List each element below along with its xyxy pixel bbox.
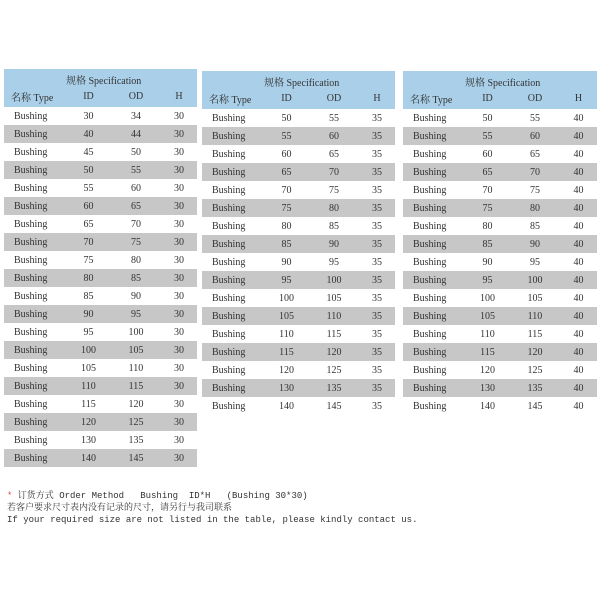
cell-od: 60 bbox=[510, 127, 560, 145]
cell-id: 80 bbox=[264, 217, 309, 235]
cell-id: 75 bbox=[465, 199, 510, 217]
cell-type: Bushing bbox=[202, 163, 264, 181]
cell-id: 100 bbox=[465, 289, 510, 307]
table-row bbox=[4, 107, 197, 125]
cell-id: 110 bbox=[66, 377, 111, 395]
cell-id: 105 bbox=[264, 307, 309, 325]
cell-id: 110 bbox=[465, 325, 510, 343]
cell-type: Bushing bbox=[4, 377, 66, 395]
cell-type: Bushing bbox=[4, 359, 66, 377]
custom-size-line-zh: 若客户要求尺寸表内没有记录的尺寸，请另行与我司联系 bbox=[7, 503, 233, 513]
custom-size-line-en: If your required size are not listed in the table, please kindly contact us. bbox=[7, 515, 418, 525]
cell-id: 75 bbox=[264, 199, 309, 217]
table-row bbox=[202, 307, 395, 325]
spec-table-h30 bbox=[4, 69, 197, 467]
cell-od: 105 bbox=[309, 289, 359, 307]
cell-type: Bushing bbox=[4, 413, 66, 431]
cell-id: 55 bbox=[264, 127, 309, 145]
cell-id: 95 bbox=[66, 323, 111, 341]
table-row bbox=[403, 253, 597, 271]
cell-od: 60 bbox=[111, 179, 161, 197]
cell-type: Bushing bbox=[202, 271, 264, 289]
table-row bbox=[202, 325, 395, 343]
cell-h: 30 bbox=[161, 395, 197, 413]
cell-id: 70 bbox=[465, 181, 510, 199]
cell-id: 50 bbox=[264, 109, 309, 127]
cell-id: 120 bbox=[264, 361, 309, 379]
cell-od: 44 bbox=[111, 125, 161, 143]
cell-h: 30 bbox=[161, 215, 197, 233]
cell-type: Bushing bbox=[202, 343, 264, 361]
cell-type: Bushing bbox=[202, 199, 264, 217]
table-row bbox=[202, 289, 395, 307]
col-id: ID bbox=[66, 88, 111, 107]
cell-id: 100 bbox=[66, 341, 111, 359]
cell-h: 35 bbox=[359, 253, 395, 271]
table-row bbox=[403, 163, 597, 181]
cell-h: 30 bbox=[161, 323, 197, 341]
cell-id: 60 bbox=[465, 145, 510, 163]
table-row bbox=[202, 253, 395, 271]
cell-id: 100 bbox=[264, 289, 309, 307]
cell-type: Bushing bbox=[403, 289, 465, 307]
cell-id: 90 bbox=[264, 253, 309, 271]
cell-h: 30 bbox=[161, 287, 197, 305]
cell-type: Bushing bbox=[403, 325, 465, 343]
cell-od: 65 bbox=[309, 145, 359, 163]
cell-type: Bushing bbox=[4, 395, 66, 413]
cell-h: 30 bbox=[161, 179, 197, 197]
table-row bbox=[403, 271, 597, 289]
table-row bbox=[202, 199, 395, 217]
cell-type: Bushing bbox=[202, 361, 264, 379]
table-row bbox=[4, 251, 197, 269]
spec-table-h40 bbox=[403, 71, 597, 415]
cell-h: 35 bbox=[359, 145, 395, 163]
cell-h: 35 bbox=[359, 163, 395, 181]
cell-id: 30 bbox=[66, 107, 111, 125]
cell-id: 85 bbox=[264, 235, 309, 253]
cell-od: 145 bbox=[309, 397, 359, 415]
cell-h: 30 bbox=[161, 305, 197, 323]
cell-id: 140 bbox=[264, 397, 309, 415]
cell-od: 55 bbox=[510, 109, 560, 127]
cell-h: 35 bbox=[359, 361, 395, 379]
table-row bbox=[202, 127, 395, 145]
table-row bbox=[202, 109, 395, 127]
cell-h: 30 bbox=[161, 413, 197, 431]
table-row bbox=[4, 413, 197, 431]
col-h: H bbox=[560, 90, 597, 109]
cell-type: Bushing bbox=[202, 145, 264, 163]
cell-id: 70 bbox=[66, 233, 111, 251]
cell-id: 60 bbox=[66, 197, 111, 215]
cell-h: 35 bbox=[359, 109, 395, 127]
order-method-line: 订货方式 Order Method Bushing ID*H (Bushing 30*30) bbox=[12, 491, 308, 501]
table-row bbox=[4, 161, 197, 179]
table-row bbox=[403, 199, 597, 217]
cell-h: 35 bbox=[359, 235, 395, 253]
cell-od: 65 bbox=[111, 197, 161, 215]
col-id: ID bbox=[465, 90, 510, 109]
cell-type: Bushing bbox=[4, 431, 66, 449]
cell-type: Bushing bbox=[403, 253, 465, 271]
cell-type: Bushing bbox=[403, 145, 465, 163]
cell-id: 70 bbox=[264, 181, 309, 199]
cell-h: 40 bbox=[560, 199, 597, 217]
cell-h: 40 bbox=[560, 163, 597, 181]
cell-od: 125 bbox=[510, 361, 560, 379]
table-row bbox=[403, 343, 597, 361]
table-row bbox=[403, 325, 597, 343]
table-row bbox=[403, 397, 597, 415]
cell-id: 95 bbox=[264, 271, 309, 289]
cell-h: 40 bbox=[560, 325, 597, 343]
cell-od: 95 bbox=[111, 305, 161, 323]
col-type: 名称 Type bbox=[4, 88, 66, 107]
cell-od: 120 bbox=[510, 343, 560, 361]
cell-od: 110 bbox=[309, 307, 359, 325]
note-star: * bbox=[7, 491, 13, 501]
cell-id: 85 bbox=[66, 287, 111, 305]
spec-header: 规格 Specification bbox=[264, 71, 395, 90]
cell-od: 70 bbox=[309, 163, 359, 181]
cell-type: Bushing bbox=[4, 197, 66, 215]
table-row bbox=[202, 361, 395, 379]
cell-od: 34 bbox=[111, 107, 161, 125]
cell-h: 30 bbox=[161, 251, 197, 269]
cell-od: 60 bbox=[309, 127, 359, 145]
cell-h: 35 bbox=[359, 181, 395, 199]
cell-h: 40 bbox=[560, 289, 597, 307]
cell-type: Bushing bbox=[4, 161, 66, 179]
cell-id: 65 bbox=[66, 215, 111, 233]
cell-od: 110 bbox=[510, 307, 560, 325]
cell-id: 50 bbox=[66, 161, 111, 179]
cell-id: 115 bbox=[264, 343, 309, 361]
cell-h: 30 bbox=[161, 341, 197, 359]
table-row bbox=[4, 143, 197, 161]
cell-type: Bushing bbox=[403, 199, 465, 217]
cell-od: 95 bbox=[510, 253, 560, 271]
col-h: H bbox=[359, 90, 395, 109]
cell-od: 95 bbox=[309, 253, 359, 271]
cell-type: Bushing bbox=[202, 253, 264, 271]
cell-id: 45 bbox=[66, 143, 111, 161]
cell-type: Bushing bbox=[403, 361, 465, 379]
cell-id: 50 bbox=[465, 109, 510, 127]
cell-h: 35 bbox=[359, 397, 395, 415]
cell-od: 50 bbox=[111, 143, 161, 161]
cell-type: Bushing bbox=[202, 217, 264, 235]
cell-od: 55 bbox=[111, 161, 161, 179]
cell-id: 140 bbox=[465, 397, 510, 415]
table-body bbox=[403, 109, 597, 415]
cell-type: Bushing bbox=[403, 235, 465, 253]
cell-id: 130 bbox=[264, 379, 309, 397]
cell-id: 95 bbox=[465, 271, 510, 289]
cell-h: 40 bbox=[560, 397, 597, 415]
cell-h: 40 bbox=[560, 235, 597, 253]
cell-id: 55 bbox=[66, 179, 111, 197]
table-row bbox=[4, 341, 197, 359]
table-row bbox=[4, 197, 197, 215]
col-od: OD bbox=[309, 90, 359, 109]
cell-h: 40 bbox=[560, 361, 597, 379]
table-row bbox=[4, 269, 197, 287]
table-row bbox=[403, 181, 597, 199]
cell-type: Bushing bbox=[4, 215, 66, 233]
table-row bbox=[403, 379, 597, 397]
cell-h: 40 bbox=[560, 307, 597, 325]
cell-od: 75 bbox=[309, 181, 359, 199]
table-row bbox=[403, 307, 597, 325]
cell-type: Bushing bbox=[403, 379, 465, 397]
cell-id: 40 bbox=[66, 125, 111, 143]
cell-od: 135 bbox=[510, 379, 560, 397]
cell-h: 40 bbox=[560, 379, 597, 397]
cell-h: 35 bbox=[359, 289, 395, 307]
cell-od: 115 bbox=[510, 325, 560, 343]
cell-od: 115 bbox=[309, 325, 359, 343]
table-row bbox=[4, 431, 197, 449]
cell-h: 40 bbox=[560, 343, 597, 361]
cell-type: Bushing bbox=[4, 125, 66, 143]
cell-id: 90 bbox=[465, 253, 510, 271]
cell-type: Bushing bbox=[4, 107, 66, 125]
cell-type: Bushing bbox=[4, 143, 66, 161]
table-row bbox=[403, 289, 597, 307]
cell-id: 80 bbox=[66, 269, 111, 287]
col-od: OD bbox=[510, 90, 560, 109]
cell-h: 40 bbox=[560, 127, 597, 145]
cell-od: 100 bbox=[111, 323, 161, 341]
cell-od: 85 bbox=[111, 269, 161, 287]
cell-id: 120 bbox=[66, 413, 111, 431]
table-row bbox=[4, 323, 197, 341]
cell-h: 35 bbox=[359, 127, 395, 145]
cell-id: 130 bbox=[465, 379, 510, 397]
cell-od: 85 bbox=[510, 217, 560, 235]
cell-h: 30 bbox=[161, 143, 197, 161]
cell-od: 70 bbox=[111, 215, 161, 233]
cell-od: 75 bbox=[510, 181, 560, 199]
table-row bbox=[4, 233, 197, 251]
cell-type: Bushing bbox=[4, 341, 66, 359]
cell-type: Bushing bbox=[4, 323, 66, 341]
cell-h: 30 bbox=[161, 233, 197, 251]
spec-header: 规格 Specification bbox=[66, 69, 197, 88]
cell-type: Bushing bbox=[403, 163, 465, 181]
cell-id: 120 bbox=[465, 361, 510, 379]
cell-id: 85 bbox=[465, 235, 510, 253]
cell-type: Bushing bbox=[202, 289, 264, 307]
cell-type: Bushing bbox=[202, 109, 264, 127]
cell-h: 35 bbox=[359, 379, 395, 397]
cell-h: 30 bbox=[161, 269, 197, 287]
cell-od: 70 bbox=[510, 163, 560, 181]
cell-od: 110 bbox=[111, 359, 161, 377]
cell-od: 125 bbox=[309, 361, 359, 379]
cell-type: Bushing bbox=[4, 305, 66, 323]
cell-od: 120 bbox=[309, 343, 359, 361]
col-id: ID bbox=[264, 90, 309, 109]
cell-type: Bushing bbox=[4, 233, 66, 251]
cell-h: 40 bbox=[560, 217, 597, 235]
cell-type: Bushing bbox=[4, 251, 66, 269]
cell-type: Bushing bbox=[4, 449, 66, 467]
cell-h: 30 bbox=[161, 197, 197, 215]
cell-od: 145 bbox=[111, 449, 161, 467]
cell-od: 105 bbox=[111, 341, 161, 359]
table-row bbox=[4, 215, 197, 233]
col-od: OD bbox=[111, 88, 161, 107]
cell-id: 60 bbox=[264, 145, 309, 163]
cell-id: 105 bbox=[465, 307, 510, 325]
cell-od: 90 bbox=[510, 235, 560, 253]
cell-type: Bushing bbox=[202, 181, 264, 199]
cell-id: 55 bbox=[465, 127, 510, 145]
order-notes bbox=[7, 490, 417, 526]
table-row bbox=[202, 217, 395, 235]
cell-h: 40 bbox=[560, 181, 597, 199]
cell-h: 30 bbox=[161, 431, 197, 449]
cell-type: Bushing bbox=[202, 127, 264, 145]
table-row bbox=[4, 125, 197, 143]
table-row bbox=[4, 395, 197, 413]
cell-type: Bushing bbox=[403, 397, 465, 415]
cell-h: 35 bbox=[359, 217, 395, 235]
cell-od: 75 bbox=[111, 233, 161, 251]
cell-od: 120 bbox=[111, 395, 161, 413]
cell-od: 125 bbox=[111, 413, 161, 431]
table-row bbox=[403, 235, 597, 253]
table-row bbox=[403, 109, 597, 127]
cell-id: 75 bbox=[66, 251, 111, 269]
col-type: 名称 Type bbox=[202, 90, 264, 109]
cell-od: 90 bbox=[309, 235, 359, 253]
table-row bbox=[202, 397, 395, 415]
cell-od: 145 bbox=[510, 397, 560, 415]
cell-od: 65 bbox=[510, 145, 560, 163]
cell-type: Bushing bbox=[403, 217, 465, 235]
cell-type: Bushing bbox=[4, 179, 66, 197]
cell-od: 135 bbox=[111, 431, 161, 449]
table-row bbox=[4, 377, 197, 395]
cell-type: Bushing bbox=[202, 397, 264, 415]
cell-id: 115 bbox=[465, 343, 510, 361]
cell-od: 135 bbox=[309, 379, 359, 397]
cell-h: 40 bbox=[560, 109, 597, 127]
spec-header: 规格 Specification bbox=[465, 71, 597, 90]
cell-id: 110 bbox=[264, 325, 309, 343]
cell-od: 100 bbox=[309, 271, 359, 289]
cell-type: Bushing bbox=[403, 343, 465, 361]
cell-h: 40 bbox=[560, 253, 597, 271]
cell-od: 90 bbox=[111, 287, 161, 305]
cell-od: 115 bbox=[111, 377, 161, 395]
cell-od: 80 bbox=[111, 251, 161, 269]
cell-h: 35 bbox=[359, 307, 395, 325]
cell-type: Bushing bbox=[403, 307, 465, 325]
col-type: 名称 Type bbox=[403, 90, 465, 109]
cell-type: Bushing bbox=[403, 271, 465, 289]
table-row bbox=[202, 145, 395, 163]
cell-h: 30 bbox=[161, 107, 197, 125]
table-row bbox=[202, 163, 395, 181]
cell-h: 30 bbox=[161, 449, 197, 467]
cell-id: 115 bbox=[66, 395, 111, 413]
cell-type: Bushing bbox=[403, 109, 465, 127]
cell-id: 140 bbox=[66, 449, 111, 467]
cell-id: 105 bbox=[66, 359, 111, 377]
cell-type: Bushing bbox=[4, 287, 66, 305]
cell-h: 35 bbox=[359, 271, 395, 289]
cell-id: 80 bbox=[465, 217, 510, 235]
table-row bbox=[202, 379, 395, 397]
table-row bbox=[4, 179, 197, 197]
cell-h: 35 bbox=[359, 199, 395, 217]
cell-id: 90 bbox=[66, 305, 111, 323]
cell-od: 105 bbox=[510, 289, 560, 307]
table-row bbox=[4, 359, 197, 377]
cell-od: 80 bbox=[309, 199, 359, 217]
table-row bbox=[4, 287, 197, 305]
table-row bbox=[403, 145, 597, 163]
cell-id: 65 bbox=[264, 163, 309, 181]
table-row bbox=[202, 235, 395, 253]
table-row bbox=[4, 305, 197, 323]
col-h: H bbox=[161, 88, 197, 107]
table-row bbox=[403, 361, 597, 379]
cell-h: 30 bbox=[161, 377, 197, 395]
cell-type: Bushing bbox=[403, 127, 465, 145]
table-row bbox=[202, 181, 395, 199]
cell-h: 30 bbox=[161, 359, 197, 377]
cell-h: 40 bbox=[560, 271, 597, 289]
table-row bbox=[202, 343, 395, 361]
cell-od: 85 bbox=[309, 217, 359, 235]
cell-h: 40 bbox=[560, 145, 597, 163]
cell-od: 55 bbox=[309, 109, 359, 127]
spec-table-h35 bbox=[202, 71, 395, 415]
table-row bbox=[403, 127, 597, 145]
table-row bbox=[202, 271, 395, 289]
cell-h: 35 bbox=[359, 343, 395, 361]
cell-type: Bushing bbox=[202, 235, 264, 253]
cell-id: 65 bbox=[465, 163, 510, 181]
cell-type: Bushing bbox=[202, 307, 264, 325]
cell-type: Bushing bbox=[403, 181, 465, 199]
cell-type: Bushing bbox=[4, 269, 66, 287]
cell-h: 30 bbox=[161, 125, 197, 143]
cell-od: 100 bbox=[510, 271, 560, 289]
table-row bbox=[4, 449, 197, 467]
table-body bbox=[4, 107, 197, 467]
table-row bbox=[403, 217, 597, 235]
cell-od: 80 bbox=[510, 199, 560, 217]
cell-h: 35 bbox=[359, 325, 395, 343]
cell-h: 30 bbox=[161, 161, 197, 179]
cell-type: Bushing bbox=[202, 325, 264, 343]
cell-id: 130 bbox=[66, 431, 111, 449]
table-body bbox=[202, 109, 395, 415]
cell-type: Bushing bbox=[202, 379, 264, 397]
